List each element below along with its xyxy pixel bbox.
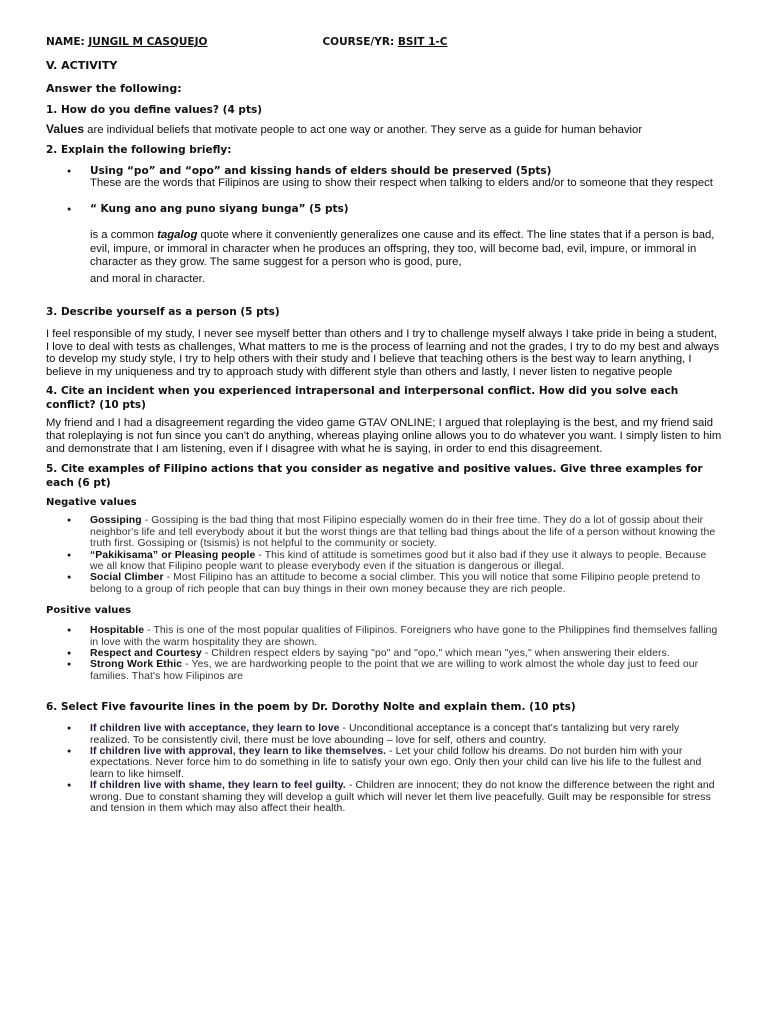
q2-item1-title: ● Using “po” and “opo” and kissing hands of elders should be preserved (5pts) (90, 164, 552, 177)
positive-text: - This is one of the most popular qualities of Filipinos. Foreigners who have gone to the Philippines find themselves falling in love with the warm hospitality they are shown. (90, 625, 718, 648)
list-item (46, 625, 722, 648)
poem-explanation: - Let your child follow his dreams. Do not burden him with your expectations. Never force him to do something in life to satisfy your own ego. Only then your child can live his life to the fullest and learn to like himself. (90, 746, 702, 780)
document-page (46, 36, 722, 815)
positive-values-heading: Positive values (46, 605, 132, 617)
list-item (46, 203, 722, 215)
question-2: 2. Explain the following briefly: (46, 143, 232, 156)
poem-explanation: - Unconditional acceptance is a concept that's tantalizing but very rarely realized. To be consistently civil, there must be love abounding – love for self, others and country. (90, 723, 680, 746)
question-1: 1. How do you define values? (4 pts) (46, 104, 263, 116)
list-item (46, 659, 722, 682)
positive-text: - Children respect elders by saying "po" and "opo," which mean "yes," when answering their elders. (201, 648, 670, 660)
poem-explanation: - Children are innocent; they do not know the difference between the right and wrong. Due to constant shaming they will develop a guilt which will never let them live peacefully. Guilt may be responsible for stress and tension in them which may also affect their health. (90, 780, 715, 815)
list-item (46, 572, 722, 595)
positive-term: Strong Work Ethic (90, 659, 183, 671)
poem-lines-list (46, 723, 722, 814)
list-item (46, 165, 722, 190)
negative-values-list (46, 515, 722, 595)
list-item (46, 780, 722, 814)
answer-1-text: are individual beliefs that motivate people to act one way or another. They serve as a guide for human behavior (84, 124, 643, 136)
q2-item2-last: and moral in character. (90, 273, 205, 286)
student-header (46, 36, 722, 48)
list-item (46, 723, 722, 746)
positive-term: Hospitable (90, 625, 145, 637)
student-name: JUNGIL M CASQUEJO (88, 36, 208, 48)
question-6: 6. Select Five favourite lines in the poem by Dr. Dorothy Nolte and explain them. (10 pts) (46, 701, 576, 714)
list-item (46, 648, 722, 659)
poem-line: If children live with shame, they learn to feel guilty. (90, 780, 346, 792)
answer-3: I feel responsible of my study, I never see myself better than others and I try to challenge myself always I take pride in being a student, I love to deal with tests as challenges, What matters to me is the process of learning and not the grades, I try to do my best and always to develop my study style, I try to help others with their study and I believe that teaching others is the best way to learn anything, I believe in my uniqueness and try to approach study with different style than others and lastly, I never listen to negative people (46, 328, 720, 378)
q2-item2-answer (46, 229, 722, 269)
q2-item2-pre: is a common (90, 229, 158, 242)
instruction: Answer the following: (46, 82, 182, 95)
negative-text: - Gossiping is the bad thing that most Filipino especially women do in their free time. They do a lot of gossip about their neighbor's life and tell everybody about it but the worst things are that telling bad things about the life of a person without knowing the truth first. Gossiping or (tsismis) is not helpful to the community or society. (90, 515, 716, 550)
list-item (46, 550, 722, 573)
list-item (46, 515, 722, 549)
answer-1 (46, 123, 722, 137)
negative-text: - This kind of attitude is sometimes good but it also bad if they use it always to people. Because we all know that Filipino people want to please everybody even if the situation is dangerous or illegal. (90, 549, 707, 572)
poem-line: If children live with acceptance, they learn to love (90, 723, 340, 735)
question-4: 4. Cite an incident when you experienced intrapersonal and interpersonal conflict. How did you solve each conflict? (10 pts) (46, 385, 679, 412)
positive-term: Respect and Courtesy (90, 648, 202, 660)
negative-term: Gossiping (90, 515, 142, 527)
values-term: Values (46, 122, 85, 136)
tagalog-word: tagalog (157, 229, 198, 242)
list-item (46, 746, 722, 780)
answer-4: My friend and I had a disagreement regarding the video game GTAV ONLINE; I argued that roleplaying is the best, and my friend said that roleplaying is not fun since you can't do anything, whereas playing online allows you to do whatever you want. I simply listen to him and demonstrate that I am listening, even if I disagree with what he is saying, in order to end this disagreement. (46, 417, 722, 456)
course-label: COURSE/YR: (322, 36, 395, 48)
q2-item2-text: quote where it conveniently generalizes one cause and its effect. The line states that if a person is bad, evil, impure, or immoral in character when he produces an offspring, they too, will become bad, evil, impure, or immoral in character as they grow. The same suggest for a person who is good, pure, (90, 229, 715, 268)
name-label: NAME: (46, 36, 85, 48)
activity-title: V. ACTIVITY (46, 59, 118, 72)
negative-values-heading: Negative values (46, 497, 137, 509)
q2-item1-answer: These are the words that Filipinos are using to show their respect when talking to elders and/or to someone that they respect (90, 176, 713, 189)
question-5: 5. Cite examples of Filipino actions that you consider as negative and positive values. Give three examples for each (6 pt) (46, 463, 703, 490)
positive-text: - Yes, we are hardworking people to the point that we are willing to work almost the whole day just to feed our families. That's how Filipinos are (90, 659, 699, 682)
question-3: 3. Describe yourself as a person (5 pts) (46, 306, 280, 318)
negative-term: “Pakikisama” or Pleasing people (90, 549, 256, 561)
negative-text: - Most Filipino has an attitude to become a social climber. This you will notice that some Filipino people pretend to belong to a group of rich people that can buy things in their own money because they are rich people. (90, 572, 701, 595)
course-year: BSIT 1-C (397, 36, 448, 48)
q2-list (46, 165, 722, 216)
q2-item2-title: ● “ Kung ano ang puno siyang bunga” (5 pts) (90, 203, 349, 216)
poem-line: If children live with approval, they learn to like themselves. (90, 746, 387, 758)
negative-term: Social Climber (90, 572, 164, 584)
positive-values-list (46, 625, 722, 682)
